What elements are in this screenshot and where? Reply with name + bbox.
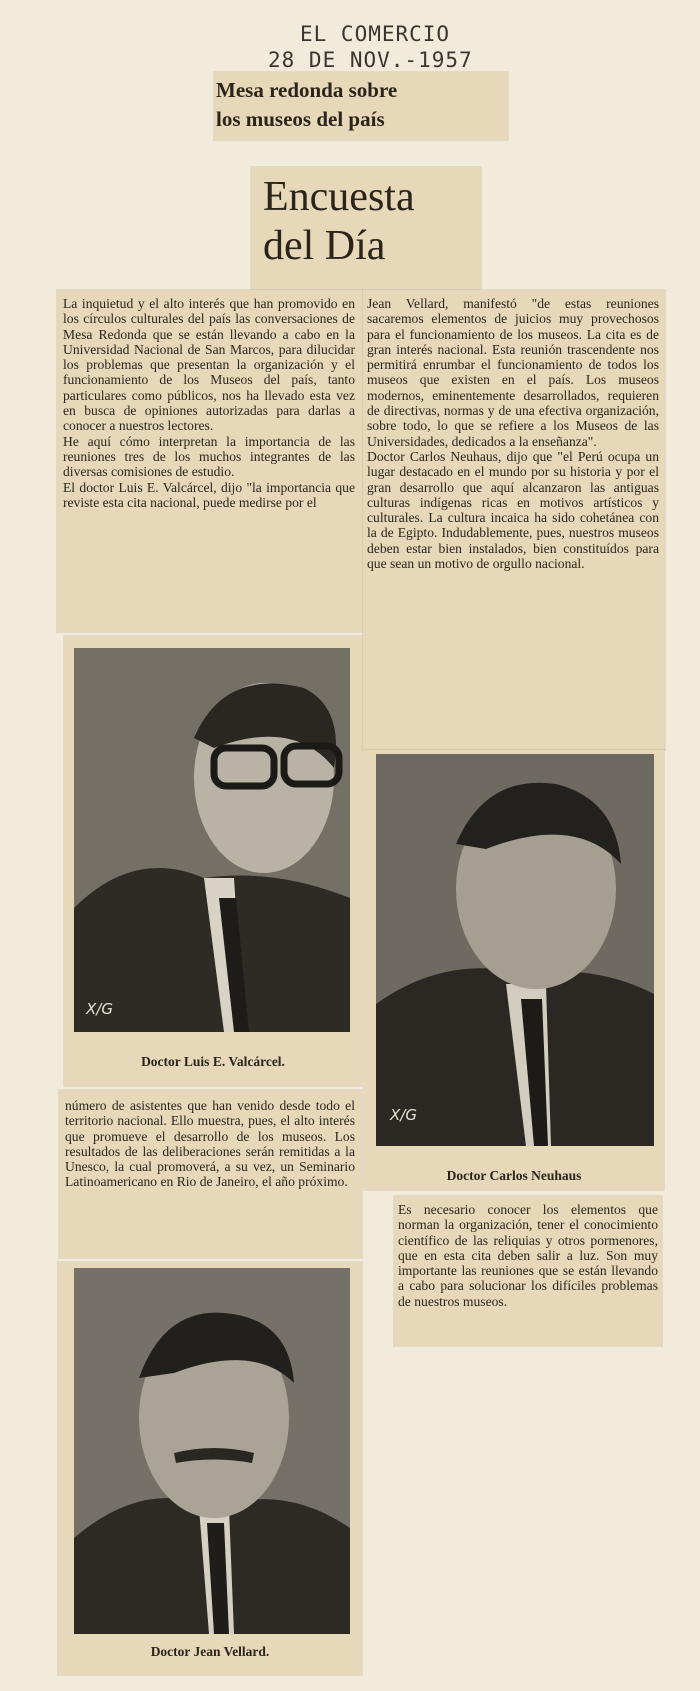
- left-column-text-bottom: número de asistentes que han venido desde todo el territorio nacional. Ello muestra, pues, el alto interés que promueve el desarrollo de los museos. Los resultados de las deliberaciones serán remitidas a la Unesco, la cual promoverá, a su vez, un Seminario Latinoamericano en Rio de Janeiro, el año próximo.: [65, 1098, 355, 1190]
- subtitle-clipping: [214, 72, 508, 140]
- valcarcel-photo-clipping: [64, 636, 362, 1086]
- portrait-valcarcel-image: [74, 648, 350, 1032]
- vellard-photo: [74, 1268, 350, 1634]
- valcarcel-photo: [74, 648, 350, 1032]
- valcarcel-caption: Doctor Luis E. Valcárcel.: [141, 1054, 285, 1069]
- subtitle-line-1: Mesa redonda sobre: [216, 78, 398, 102]
- title-line-2: del Día: [263, 223, 386, 269]
- vellard-photo-clipping: [58, 1262, 362, 1675]
- right-column-bottom-clipping: [394, 1196, 662, 1346]
- right-column-text-top: Jean Vellard, manifestó "de estas reuniones sacaremos elementos de juicios muy provechosos para el funcionamiento de los museos. La cita es de gran interés nacional. Esta reunión trascendente nos permitirá enrumbar el funcionamiento de todos los museos que existen en el país. Los museos modernos, eminentemente desarrollados, requieren de directivas, normas y de una efectiva organización, sobre todo, lo que se refiere a los Museos de las Universidades, dedicados a la enseñanza". Doctor Carlos Neuhaus, dijo que "el Perú ocupa un lugar destacado en el mundo por su historia y por el gran desarrollo que aquí alcanzaron las antiguas culturas indígenas ricas en motivos artísticos y culturales. La cultura incaica ha sido cohetánea con la de Egipto. Indudablemente, pues, nuestros museos deben estar bien instalados, bien constituídos para que sean un motivo de orgullo nacional.: [367, 296, 659, 572]
- title-clipping: [251, 167, 481, 289]
- left-column-text-top: La inquietud y el alto interés que han promovido en los círculos culturales del país las conversaciones de Mesa Redonda que se están llevando a cabo en la Universidad Nacional de San Marcos, para dilucidar los problemas que presentan la organización y el funcionamiento de los Museos del país, tanto particulares como públicos, nos ha llevado esta vez en busca de opiniones autorizadas para darlas a conocer a nuestros lectores. He aquí cómo interpretan la importancia de las reuniones tres de los muchos integrantes de las diversas comisiones de estudio. El doctor Luis E. Valcárcel, dijo "la importancia que reviste esta cita nacional, puede medirse por el: [63, 296, 355, 510]
- subtitle-line-2: los museos del país: [216, 107, 385, 131]
- right-column-text-bottom: Es necesario conocer los elementos que norman la organización, tener el conocimiento científico de las reliquias y otros pormenores, que en esta cita deben salir a luz. Son muy importante las reuniones que se están llevando a cabo para solucionar los difíciles problemas de nuestros museos.: [398, 1202, 658, 1309]
- photo-mark-1: X/G: [86, 1000, 113, 1018]
- vellard-caption: Doctor Jean Vellard.: [150, 1644, 270, 1659]
- newspaper-name: EL COMERCIO: [300, 22, 451, 46]
- left-column-bottom-clipping: [59, 1090, 362, 1258]
- photo-mark-2: X/G: [390, 1106, 417, 1124]
- neuhaus-caption: Doctor Carlos Neuhaus: [446, 1168, 582, 1183]
- clipping-date: 28 DE NOV.-1957: [268, 48, 473, 72]
- neuhaus-photo-clipping: [364, 750, 664, 1190]
- portrait-vellard-image: [74, 1268, 350, 1634]
- right-column-top-clipping: [363, 290, 665, 750]
- portrait-neuhaus-image: [376, 754, 654, 1146]
- title-line-1: Encuesta: [263, 174, 415, 220]
- left-column-top-clipping: [57, 290, 362, 632]
- neuhaus-photo: [376, 754, 654, 1146]
